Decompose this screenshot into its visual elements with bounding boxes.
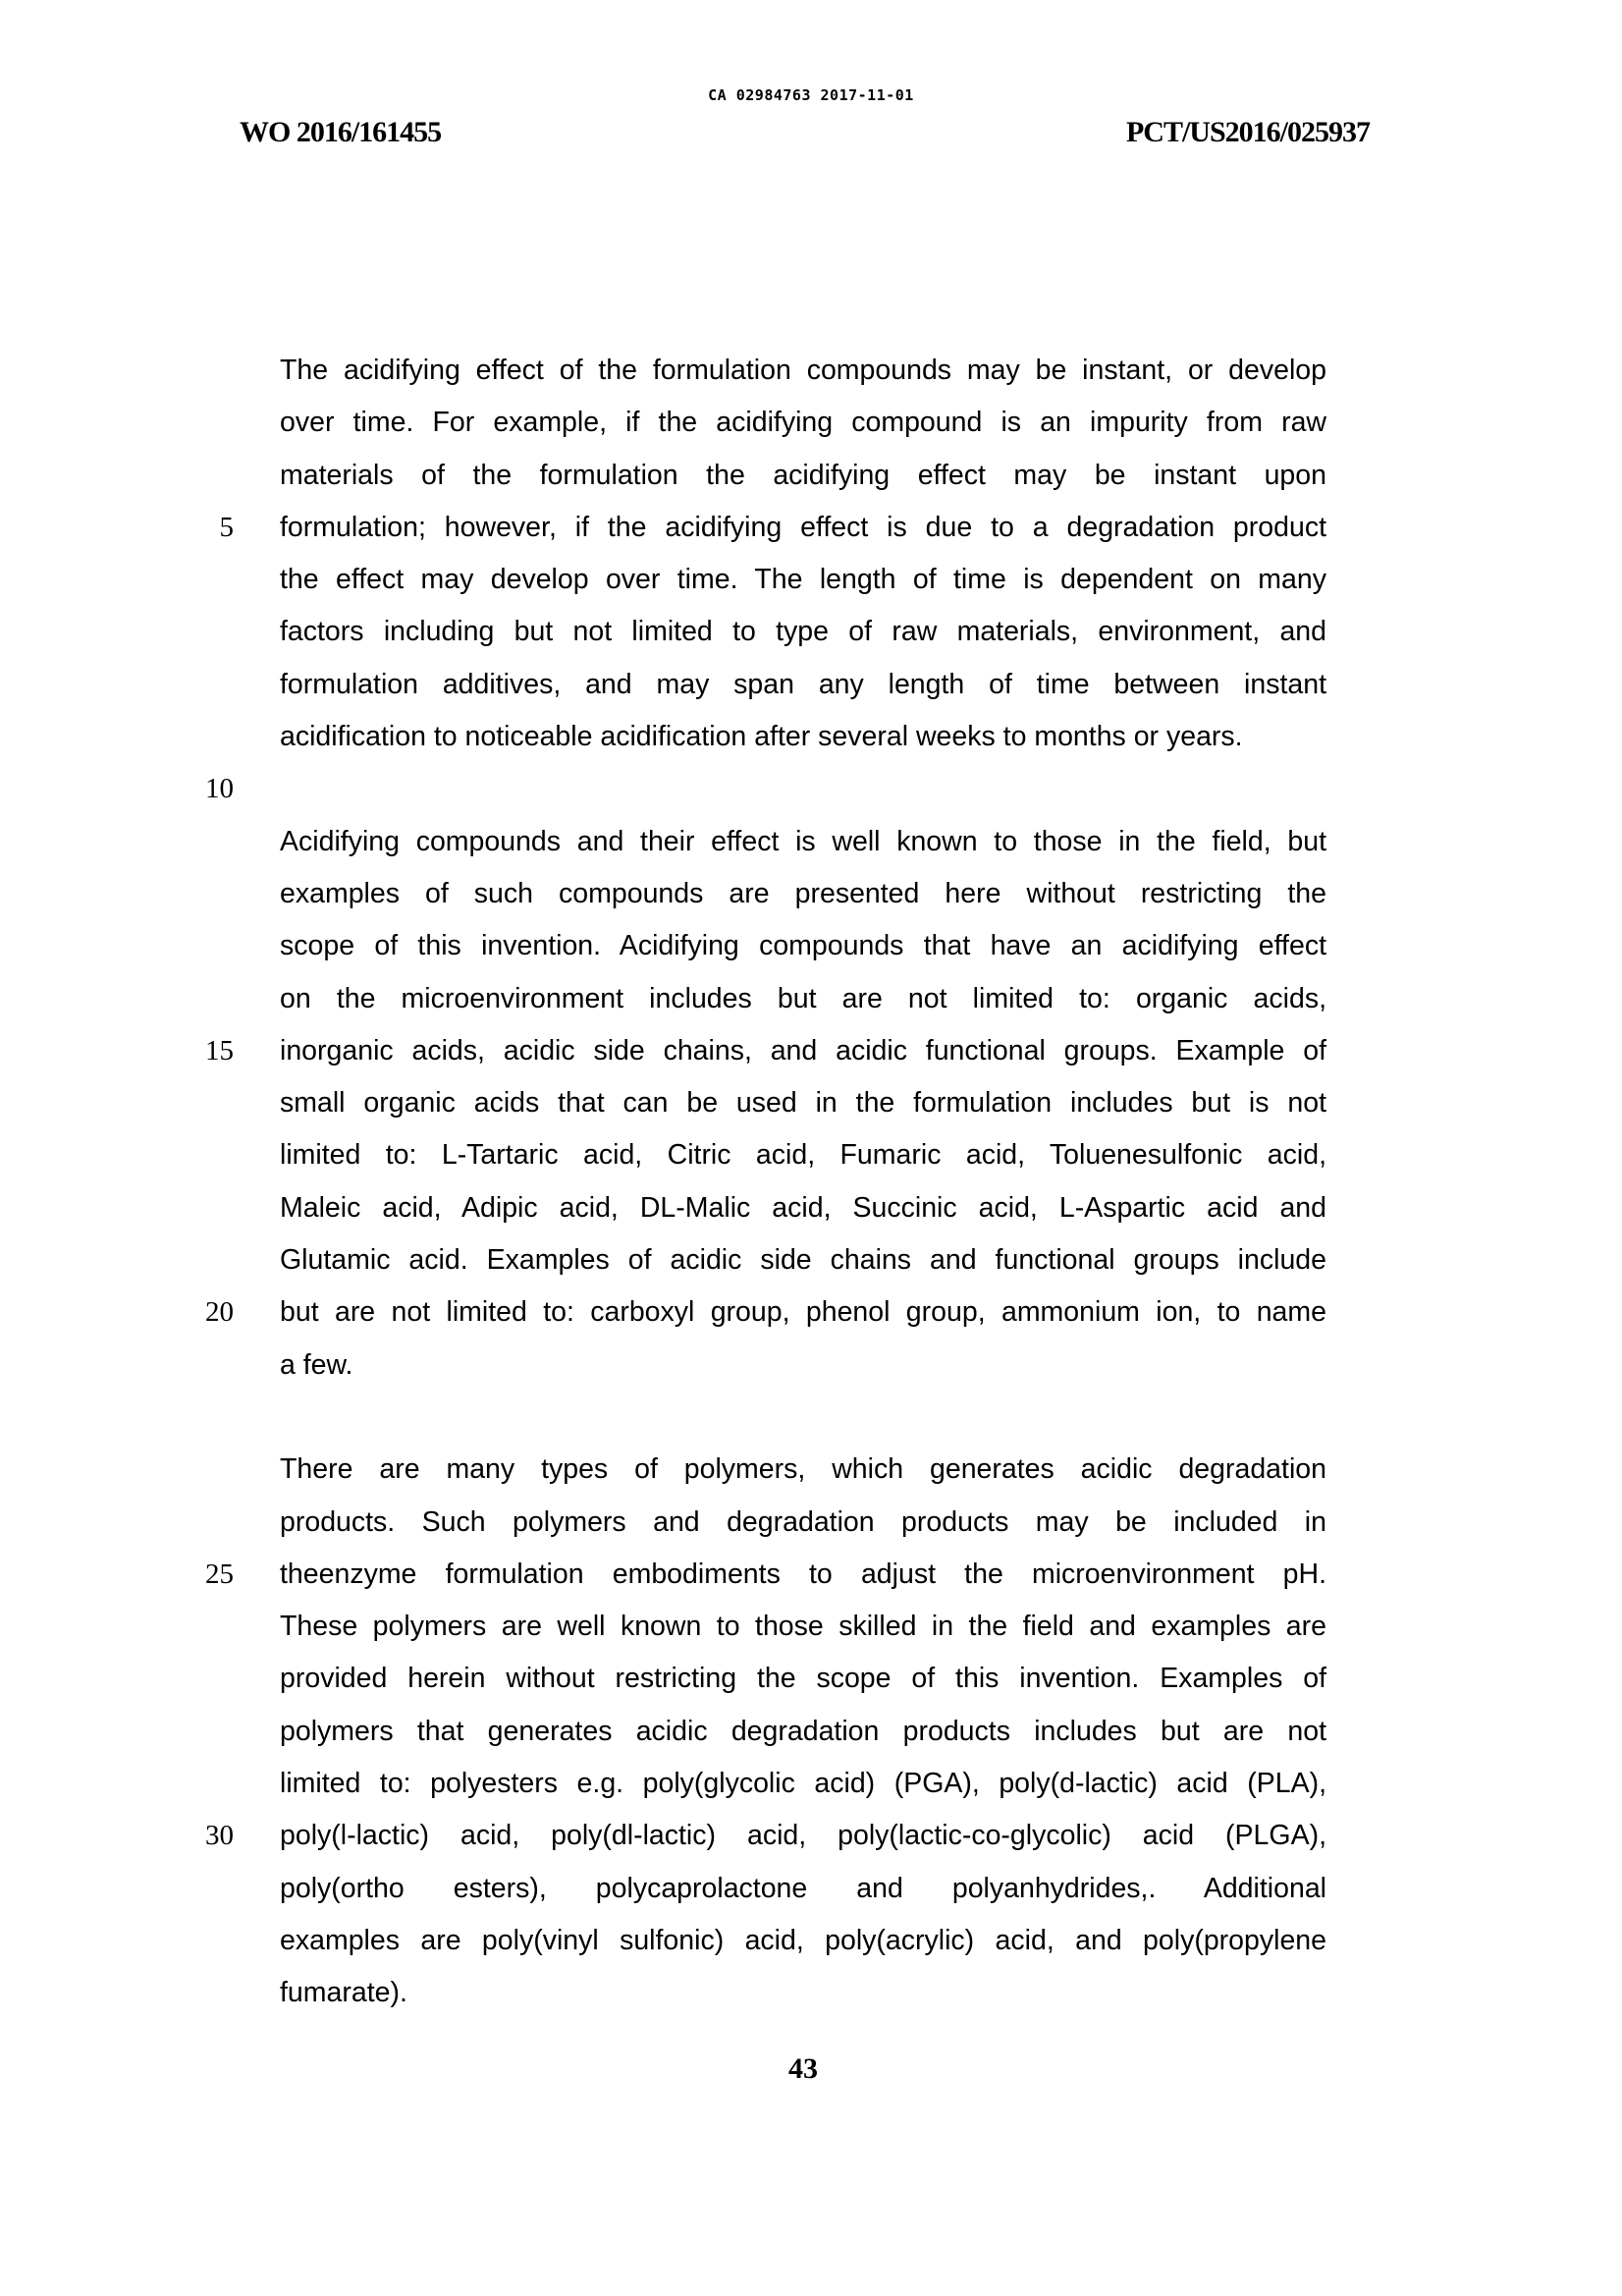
text-line: small organic acids that can be used in the formulation includes but is not: [280, 1087, 1326, 1120]
text-line: products. Such polymers and degradation products may be included in: [280, 1505, 1326, 1538]
text-line: theenzyme formulation embodiments to adjust the microenvironment pH.: [280, 1558, 1326, 1590]
text-line: but are not limited to: carboxyl group, phenol group, ammonium ion, to name: [280, 1296, 1326, 1329]
text-line: limited to: L-Tartaric acid, Citric acid, Fumaric acid, Toluenesulfonic acid,: [280, 1139, 1326, 1172]
ca-filing-stamp: CA 02984763 2017-11-01: [708, 86, 914, 104]
publication-number: WO 2016/161455: [240, 116, 442, 148]
paragraph: [280, 345, 1326, 763]
text-line: formulation; however, if the acidifying effect is due to a degradation product: [280, 511, 1326, 543]
text-line: acidification to noticeable acidification after several weeks to months or years.: [280, 721, 1243, 753]
text-line: over time. For example, if the acidifying compound is an impurity from raw: [280, 407, 1326, 439]
text-line: materials of the formulation the acidifying effect may be instant upon: [280, 459, 1326, 491]
line-number: 30: [205, 1820, 234, 1852]
text-line: the effect may develop over time. The length of time is dependent on many: [280, 564, 1326, 596]
line-number: 20: [205, 1296, 234, 1329]
text-line: inorganic acids, acidic side chains, and acidic functional groups. Example of: [280, 1034, 1326, 1066]
text-line: These polymers are well known to those skilled in the field and examples are: [280, 1611, 1326, 1643]
text-line: examples of such compounds are presented here without restricting the: [280, 877, 1326, 909]
text-line: poly(l-lactic) acid, poly(dl-lactic) acid, poly(lactic-co-glycolic) acid (PLGA),: [280, 1820, 1326, 1852]
text-line: examples are poly(vinyl sulfonic) acid, poly(acrylic) acid, and poly(propylene: [280, 1924, 1326, 1956]
text-line: a few.: [280, 1348, 353, 1381]
text-line: provided herein without restricting the scope of this invention. Examples of: [280, 1663, 1326, 1695]
document-body: [280, 345, 1326, 2072]
text-line: Glutamic acid. Examples of acidic side chains and functional groups include: [280, 1244, 1326, 1277]
line-number: 10: [205, 773, 234, 805]
text-line: poly(ortho esters), polycaprolactone and polyanhydrides,. Additional: [280, 1872, 1326, 1904]
text-line: factors including but not limited to type of raw materials, environment, and: [280, 616, 1326, 648]
text-line: Acidifying compounds and their effect is well known to those in the field, but: [280, 825, 1326, 857]
text-line: limited to: polyesters e.g. poly(glycolic acid) (PGA), poly(d-lactic) acid (PLA),: [280, 1768, 1326, 1800]
text-line: There are many types of polymers, which generates acidic degradation: [280, 1453, 1326, 1486]
paragraph: [280, 816, 1326, 1392]
text-line: formulation additives, and may span any length of time between instant: [280, 668, 1326, 700]
text-line: Maleic acid, Adipic acid, DL-Malic acid, Succinic acid, L-Aspartic acid and: [280, 1191, 1326, 1224]
text-line: scope of this invention. Acidifying compounds that have an acidifying effect: [280, 930, 1326, 962]
paragraph: [280, 1444, 1326, 2019]
text-line: fumarate).: [280, 1977, 407, 2009]
line-number: 25: [205, 1558, 234, 1590]
text-line: The acidifying effect of the formulation compounds may be instant, or develop: [280, 355, 1326, 386]
line-number: 15: [205, 1034, 234, 1066]
text-line: on the microenvironment includes but are not limited to: organic acids,: [280, 982, 1326, 1014]
page-number: 43: [788, 2052, 818, 2085]
application-number: PCT/US2016/025937: [1125, 116, 1370, 148]
text-line: polymers that generates acidic degradation products includes but are not: [280, 1715, 1326, 1747]
line-number: 5: [219, 511, 234, 543]
